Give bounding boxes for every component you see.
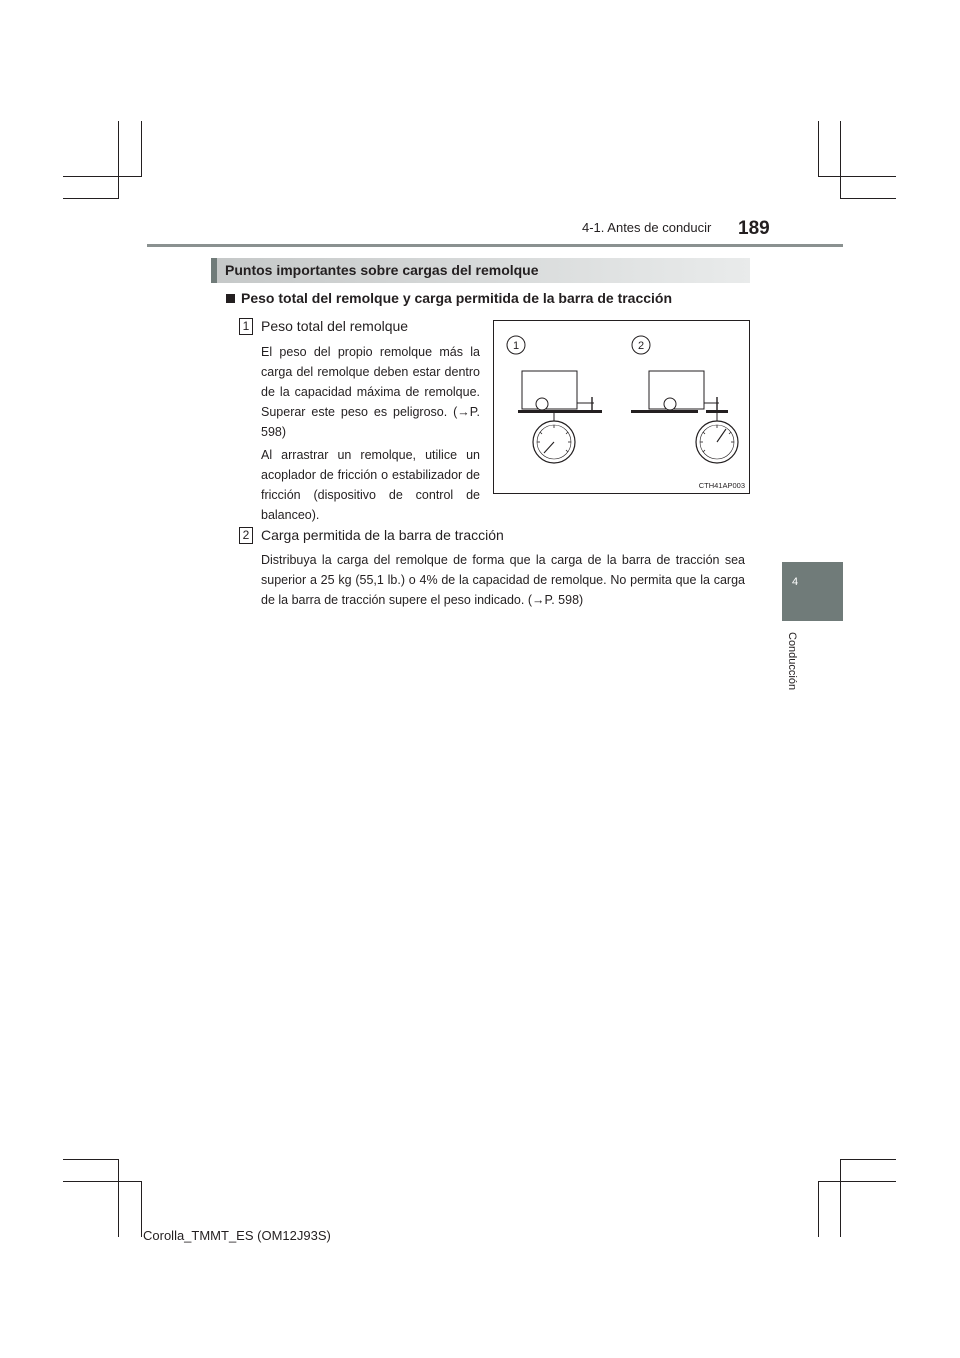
- crop-mark: [63, 1181, 142, 1182]
- crop-mark: [840, 121, 841, 198]
- crop-mark: [818, 1181, 819, 1237]
- item-paragraph: Al arrastrar un remolque, utilice un acoplador de fricción o estabilizador de fricción (dispositivo de control de balanceo).: [261, 448, 480, 522]
- chapter-number: 4: [791, 576, 799, 588]
- chapter-tab: [782, 562, 843, 621]
- scene-total-weight: [518, 371, 602, 463]
- page-number: 189: [738, 218, 770, 239]
- callout-label-2: 2: [637, 340, 645, 352]
- figure-code: CTH41AP003: [698, 481, 745, 490]
- crop-mark: [141, 121, 142, 177]
- section-title-accent: [211, 258, 217, 283]
- sub-heading: Peso total del remolque y carga permitida de la barra de tracción: [241, 290, 673, 306]
- trailer-weight-figure: [493, 320, 750, 494]
- item-number-box: 1: [239, 318, 253, 335]
- crop-mark: [840, 198, 896, 199]
- crop-mark: [818, 121, 819, 177]
- crop-mark: [118, 121, 119, 198]
- crop-mark: [840, 1159, 896, 1160]
- trailer-scale-illustration: [494, 321, 749, 493]
- crop-mark: [141, 1181, 142, 1237]
- chapter-label: Conducción: [786, 632, 798, 691]
- item-number-box: 2: [239, 527, 253, 544]
- item-paragraph: El peso del propio remolque más la carga del remolque deben estar dentro de la capacidad máxima de remolque. Superar este peso es peligroso. (→P. 598): [261, 345, 480, 439]
- item-title: Peso total del remolque: [261, 318, 409, 334]
- item-title: Carga permitida de la barra de tracción: [261, 527, 504, 543]
- header-rule: [147, 244, 843, 247]
- item-paragraph: Distribuya la carga del remolque de forma que la carga de la barra de tracción sea superior a 25 kg (55,1 lb.) o 4% de la capacidad de remolque. No permita que la carga de la barra de tracción supere el peso indicado. (→P. 598): [261, 553, 745, 607]
- crop-mark: [818, 176, 896, 177]
- section-name: 4-1. Antes de conducir: [582, 220, 712, 235]
- document-footer: Corolla_TMMT_ES (OM12J93S): [143, 1228, 331, 1243]
- crop-mark: [63, 1159, 119, 1160]
- scene-tongue-weight: [631, 371, 738, 463]
- crop-mark: [818, 1181, 896, 1182]
- crop-mark: [840, 1159, 841, 1237]
- crop-mark: [63, 176, 142, 177]
- bullet-square-icon: [226, 294, 235, 303]
- crop-mark: [63, 198, 119, 199]
- callout-label-1: 1: [512, 340, 520, 352]
- section-title: Puntos importantes sobre cargas del remolque: [225, 262, 539, 278]
- crop-mark: [118, 1159, 119, 1237]
